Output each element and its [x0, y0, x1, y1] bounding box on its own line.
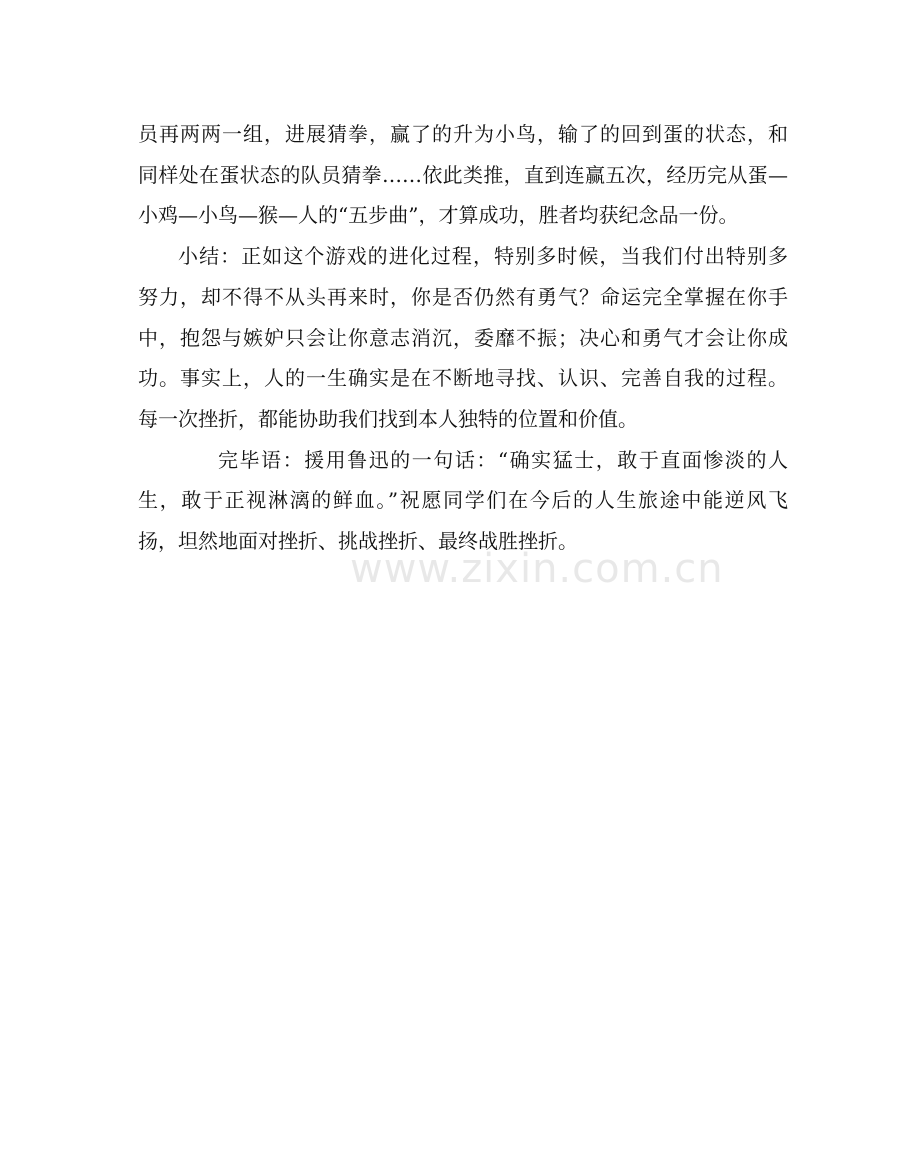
- text-line: 扬，坦然地面对挫折、挑战挫折、最终战胜挫折。: [138, 529, 578, 554]
- paragraph-summary: [138, 236, 788, 440]
- text-line: 功。事实上，人的一生确实是在不断地寻找、认识、完善自我的过程。: [138, 366, 788, 391]
- text-line: 努力，却不得不从头再来时，你是否仍然有勇气？命运完全掌握在你手: [138, 284, 788, 309]
- text-line: 同样处在蛋状态的队员猜拳……依此类推，直到连赢五次，经历完从蛋—: [138, 162, 788, 187]
- text-line: 生，敢于正视淋漓的鲜血。”祝愿同学们在今后的人生旅途中能逆风飞: [138, 488, 788, 513]
- text-line: 员再两两一组，进展猜拳，赢了的升为小鸟，输了的回到蛋的状态，和: [138, 122, 788, 146]
- text-line: 中，抱怨与嫉妒只会让你意志消沉，委靡不振；决心和勇气才会让你成: [138, 325, 788, 350]
- text-line: 小结：正如这个游戏的进化过程，特别多时候，当我们付出特别多: [178, 244, 788, 269]
- document-body: [138, 114, 788, 562]
- text-line: 每一次挫折，都能协助我们找到本人独特的位置和价值。: [138, 406, 638, 431]
- text-line: 小鸡—小鸟—猴—人的“五步曲”，才算成功，胜者均获纪念品一份。: [138, 203, 739, 228]
- paragraph-closing: [138, 440, 788, 562]
- watermark-text: www.zixin.com.cn: [350, 546, 724, 592]
- paragraph-game-rules: [138, 114, 788, 236]
- text-line: 完毕语：援用鲁迅的一句话：“确实猛士，敢于直面惨淡的人: [218, 447, 788, 472]
